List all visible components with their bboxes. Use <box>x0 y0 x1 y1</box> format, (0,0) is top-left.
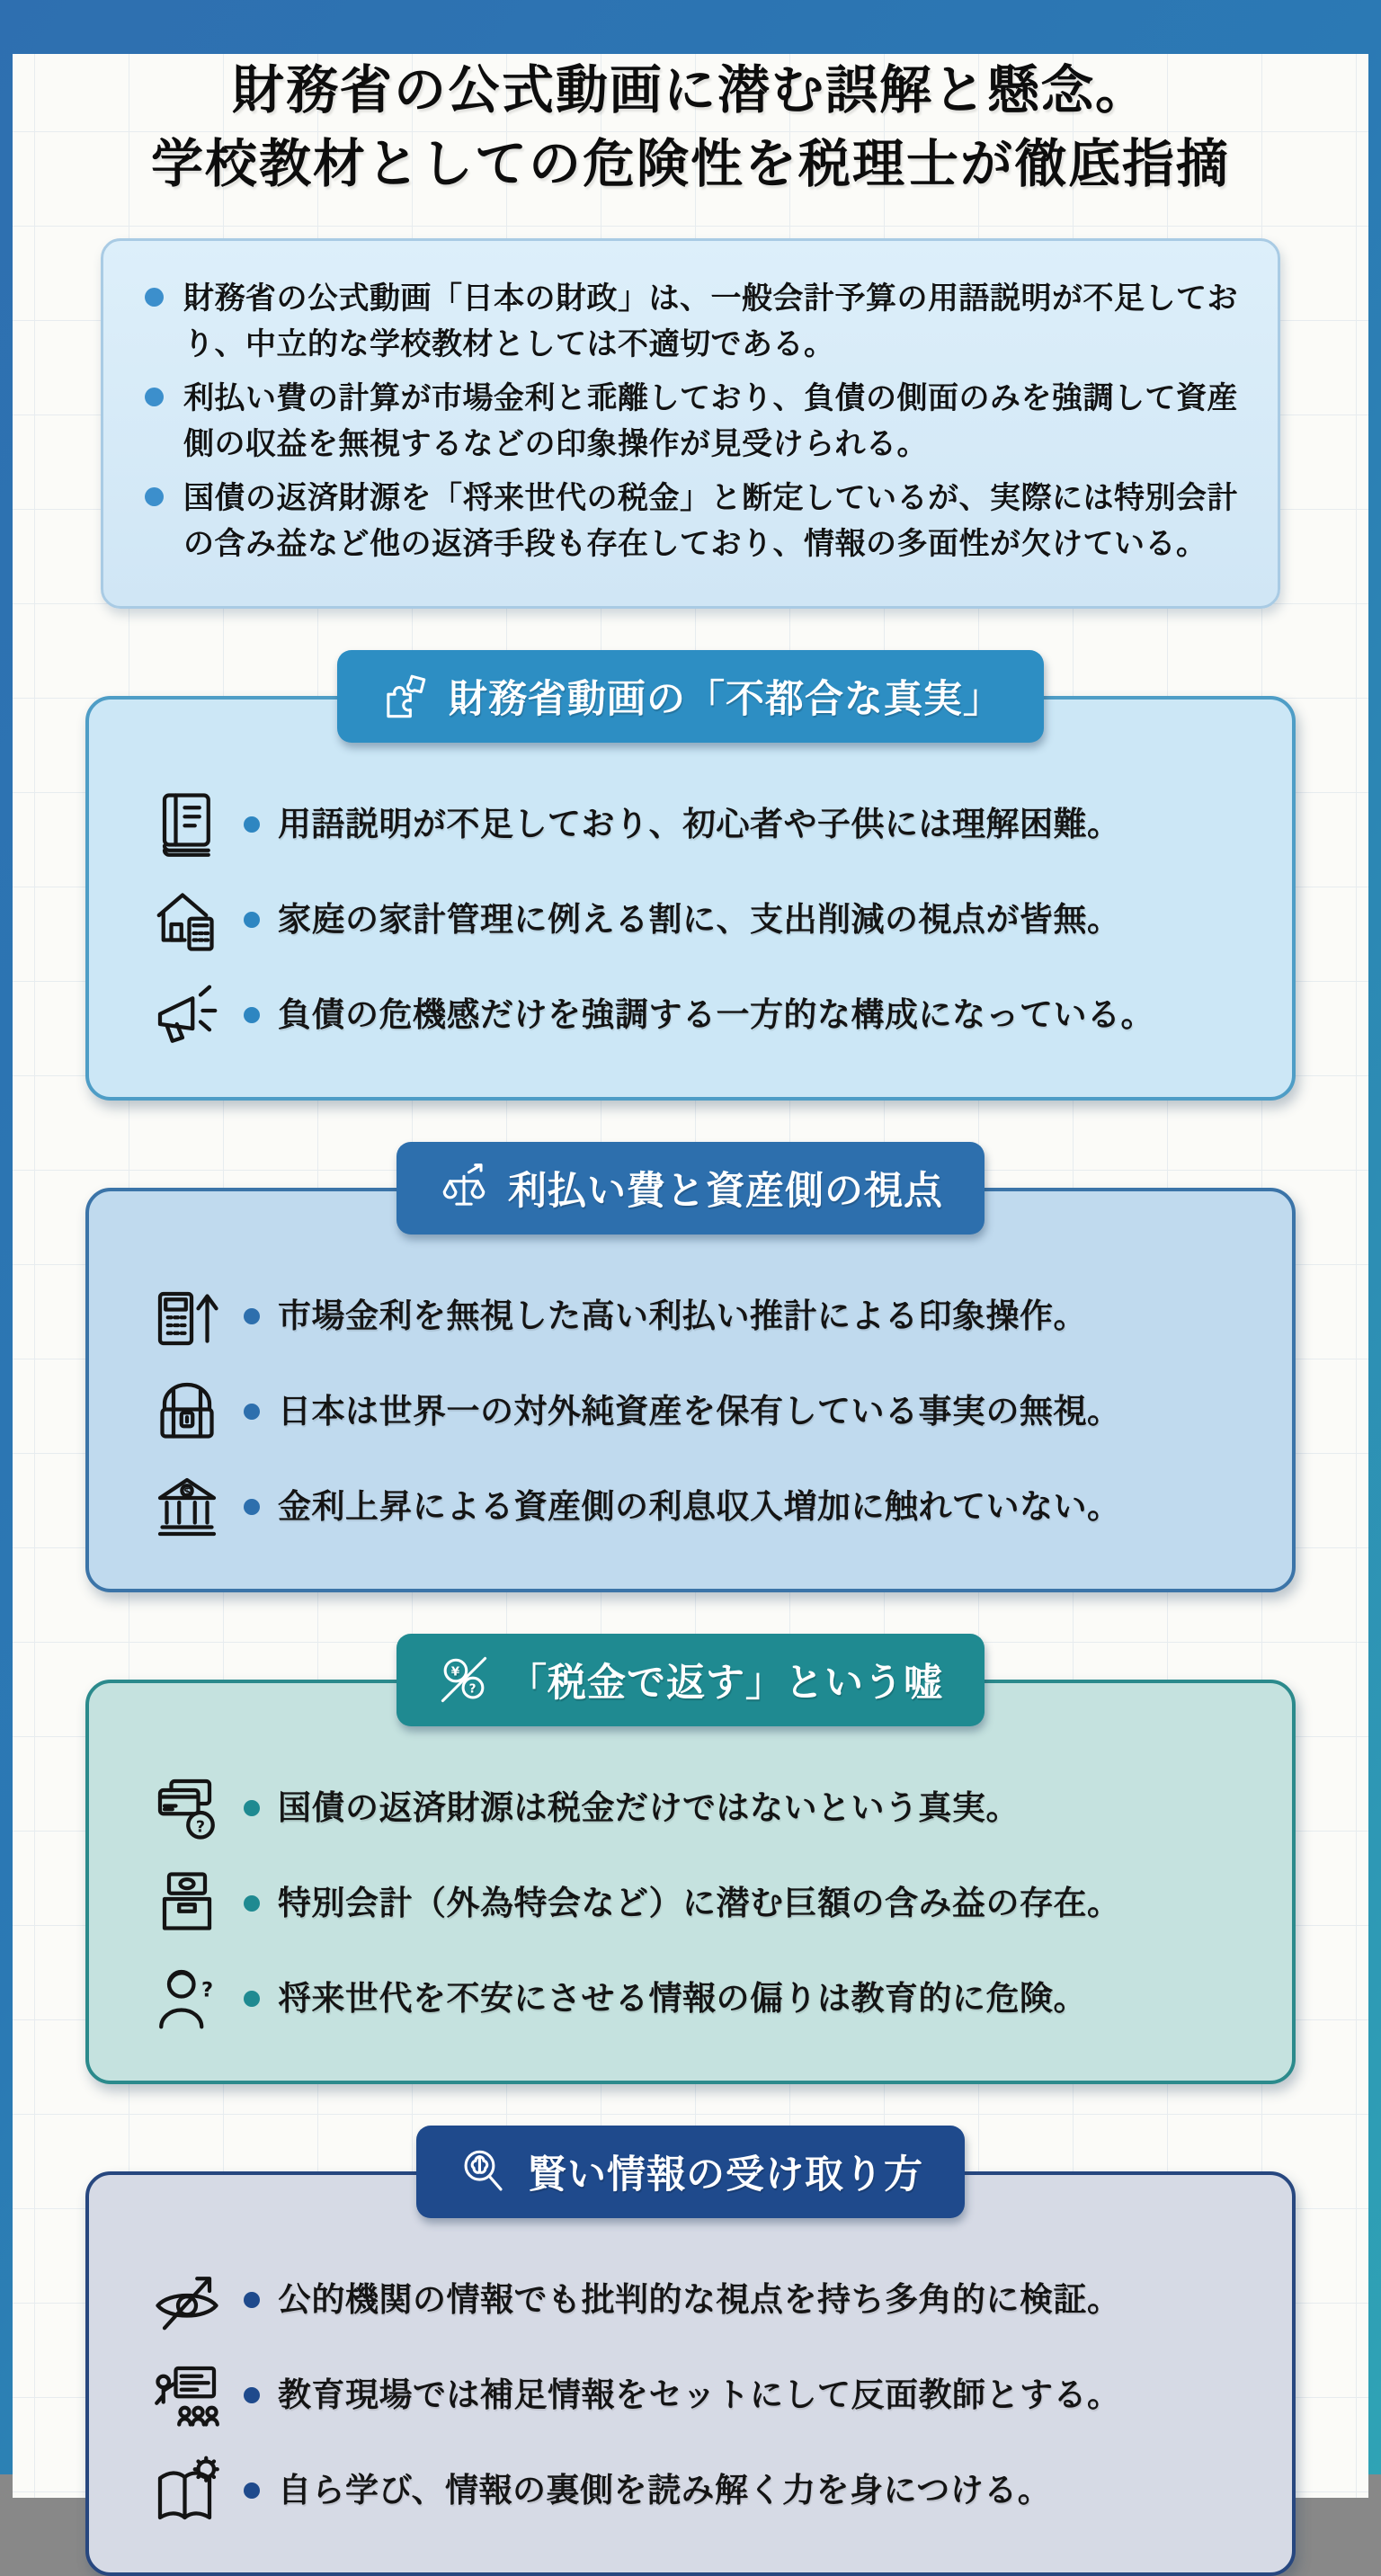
section-header-label: 財務省動画の「不都合な真実」 <box>449 677 1002 721</box>
megaphone-icon <box>148 976 226 1054</box>
item-text: 家庭の家計管理に例える割に、支出削減の視点が皆無。 <box>278 900 1121 938</box>
svg-text:?: ? <box>200 1978 214 2002</box>
section-smart-info-literacy <box>13 2126 1368 2576</box>
section-header-label: 賢い情報の受け取り方 <box>528 2153 923 2197</box>
card-question-icon <box>148 1769 226 1847</box>
eye-arrow-icon <box>148 2261 226 2339</box>
summary-text: 国債の返済財源を「将来世代の税金」と断定しているが、実際には特別会計の含み益など他の返済手段も存在しており、情報の多面性が欠けている。 <box>183 480 1238 561</box>
bullet-dot <box>244 816 260 833</box>
section-body <box>85 1188 1296 1592</box>
brain-magnifier-icon <box>458 2145 510 2197</box>
svg-text:$: $ <box>183 1484 191 1497</box>
bullet-dot <box>244 1800 260 1816</box>
bullet-dot <box>244 2292 260 2308</box>
summary-bullet <box>145 476 1242 567</box>
section-header-label: 「税金で返す」という嘘 <box>508 1661 943 1705</box>
item-text: 国債の返済財源は税金だけではないという真実。 <box>278 1788 1020 1826</box>
scale-growth-icon <box>438 1162 490 1214</box>
list-item <box>148 1865 1249 1942</box>
item-text: 市場金利を無視した高い利払い推計による印象操作。 <box>278 1297 1087 1334</box>
section-header-banner <box>396 1634 985 1726</box>
bullet-dot <box>244 1308 260 1324</box>
bullet-dot <box>244 1895 260 1912</box>
section-body <box>85 696 1296 1101</box>
item-text: 教育現場では補足情報をセットにして反面教師とする。 <box>278 2375 1121 2413</box>
summary-text: 利払い費の計算が市場金利と乖離しており、負債の側面のみを強調して資産側の収益を無視するなどの印象操作が見受けられる。 <box>183 380 1238 461</box>
page-title-line1: 財務省の公式動画に潜む誤解と懸念。 <box>231 61 1149 120</box>
summary-bullet <box>145 276 1242 368</box>
list-item <box>148 1278 1249 1355</box>
summary-text: 財務省の公式動画「日本の財政」は、一般会計予算の用語説明が不足しており、中立的な学校教材としては不適切である。 <box>183 281 1238 361</box>
bullet-dot <box>244 1991 260 2007</box>
section-mof-video-truth <box>13 650 1368 1101</box>
bullet-dot <box>244 1404 260 1420</box>
section-body <box>85 1680 1296 2084</box>
cash-box-icon <box>148 1865 226 1942</box>
bullet-dot <box>145 288 164 307</box>
list-item <box>148 786 1249 863</box>
bullet-dot <box>244 1007 260 1023</box>
bullet-dot <box>244 912 260 928</box>
svg-text:?: ? <box>468 1681 477 1697</box>
section-header-banner <box>416 2126 965 2218</box>
person-question-icon <box>148 1960 226 2037</box>
list-item <box>148 976 1249 1054</box>
item-text: 負債の危機感だけを強調する一方的な構成になっている。 <box>278 995 1154 1033</box>
item-text: 特別会計（外為特会など）に潜む巨額の含み益の存在。 <box>278 1884 1121 1921</box>
svg-text:¥: ¥ <box>450 1664 461 1680</box>
page-title-line2: 学校教材としての危険性を税理士が徹底指摘 <box>150 135 1230 194</box>
page-title <box>13 54 1368 202</box>
item-text: 自ら学び、情報の裏側を読み解く力を身につける。 <box>278 2471 1052 2509</box>
list-item <box>148 1769 1249 1847</box>
summary-box <box>101 238 1280 609</box>
book-gear-icon <box>148 2452 226 2529</box>
item-text: 用語説明が不足しており、初心者や子供には理解困難。 <box>278 805 1121 842</box>
list-item <box>148 2357 1249 2434</box>
summary-bullet <box>145 376 1242 468</box>
section-tax-repayment-lie <box>13 1634 1368 2084</box>
calculator-up-icon <box>148 1278 226 1355</box>
no-tax-coins-icon <box>438 1653 490 1706</box>
section-body <box>85 2171 1296 2576</box>
section-interest-assets <box>13 1142 1368 1592</box>
list-item <box>148 2261 1249 2339</box>
bullet-dot <box>244 2482 260 2499</box>
teacher-board-icon <box>148 2357 226 2434</box>
item-text: 金利上昇による資産側の利息収入増加に触れていない。 <box>278 1487 1121 1525</box>
page-background <box>13 54 1368 2509</box>
dictionary-icon <box>148 786 226 863</box>
bullet-dot <box>145 388 164 406</box>
list-item <box>148 1373 1249 1450</box>
bullet-dot <box>244 2387 260 2403</box>
svg-text:?: ? <box>195 1817 206 1836</box>
bullet-dot <box>145 487 164 506</box>
list-item <box>148 881 1249 958</box>
section-header-banner <box>337 650 1044 743</box>
section-header-label: 利払い費と資産側の視点 <box>508 1169 943 1213</box>
house-calculator-icon <box>148 881 226 958</box>
item-text: 将来世代を不安にさせる情報の偏りは教育的に危険。 <box>278 1979 1087 2017</box>
list-item <box>148 1468 1249 1546</box>
puzzle-icon <box>379 670 431 722</box>
bullet-dot <box>244 1499 260 1515</box>
list-item <box>148 1960 1249 2037</box>
item-text: 日本は世界一の対外純資産を保有している事実の無視。 <box>278 1392 1121 1430</box>
item-text: 公的機関の情報でも批判的な視点を持ち多角的に検証。 <box>278 2280 1121 2318</box>
bank-icon <box>148 1468 226 1546</box>
list-item <box>148 2452 1249 2529</box>
section-header-banner <box>396 1142 985 1235</box>
treasure-chest-icon <box>148 1373 226 1450</box>
